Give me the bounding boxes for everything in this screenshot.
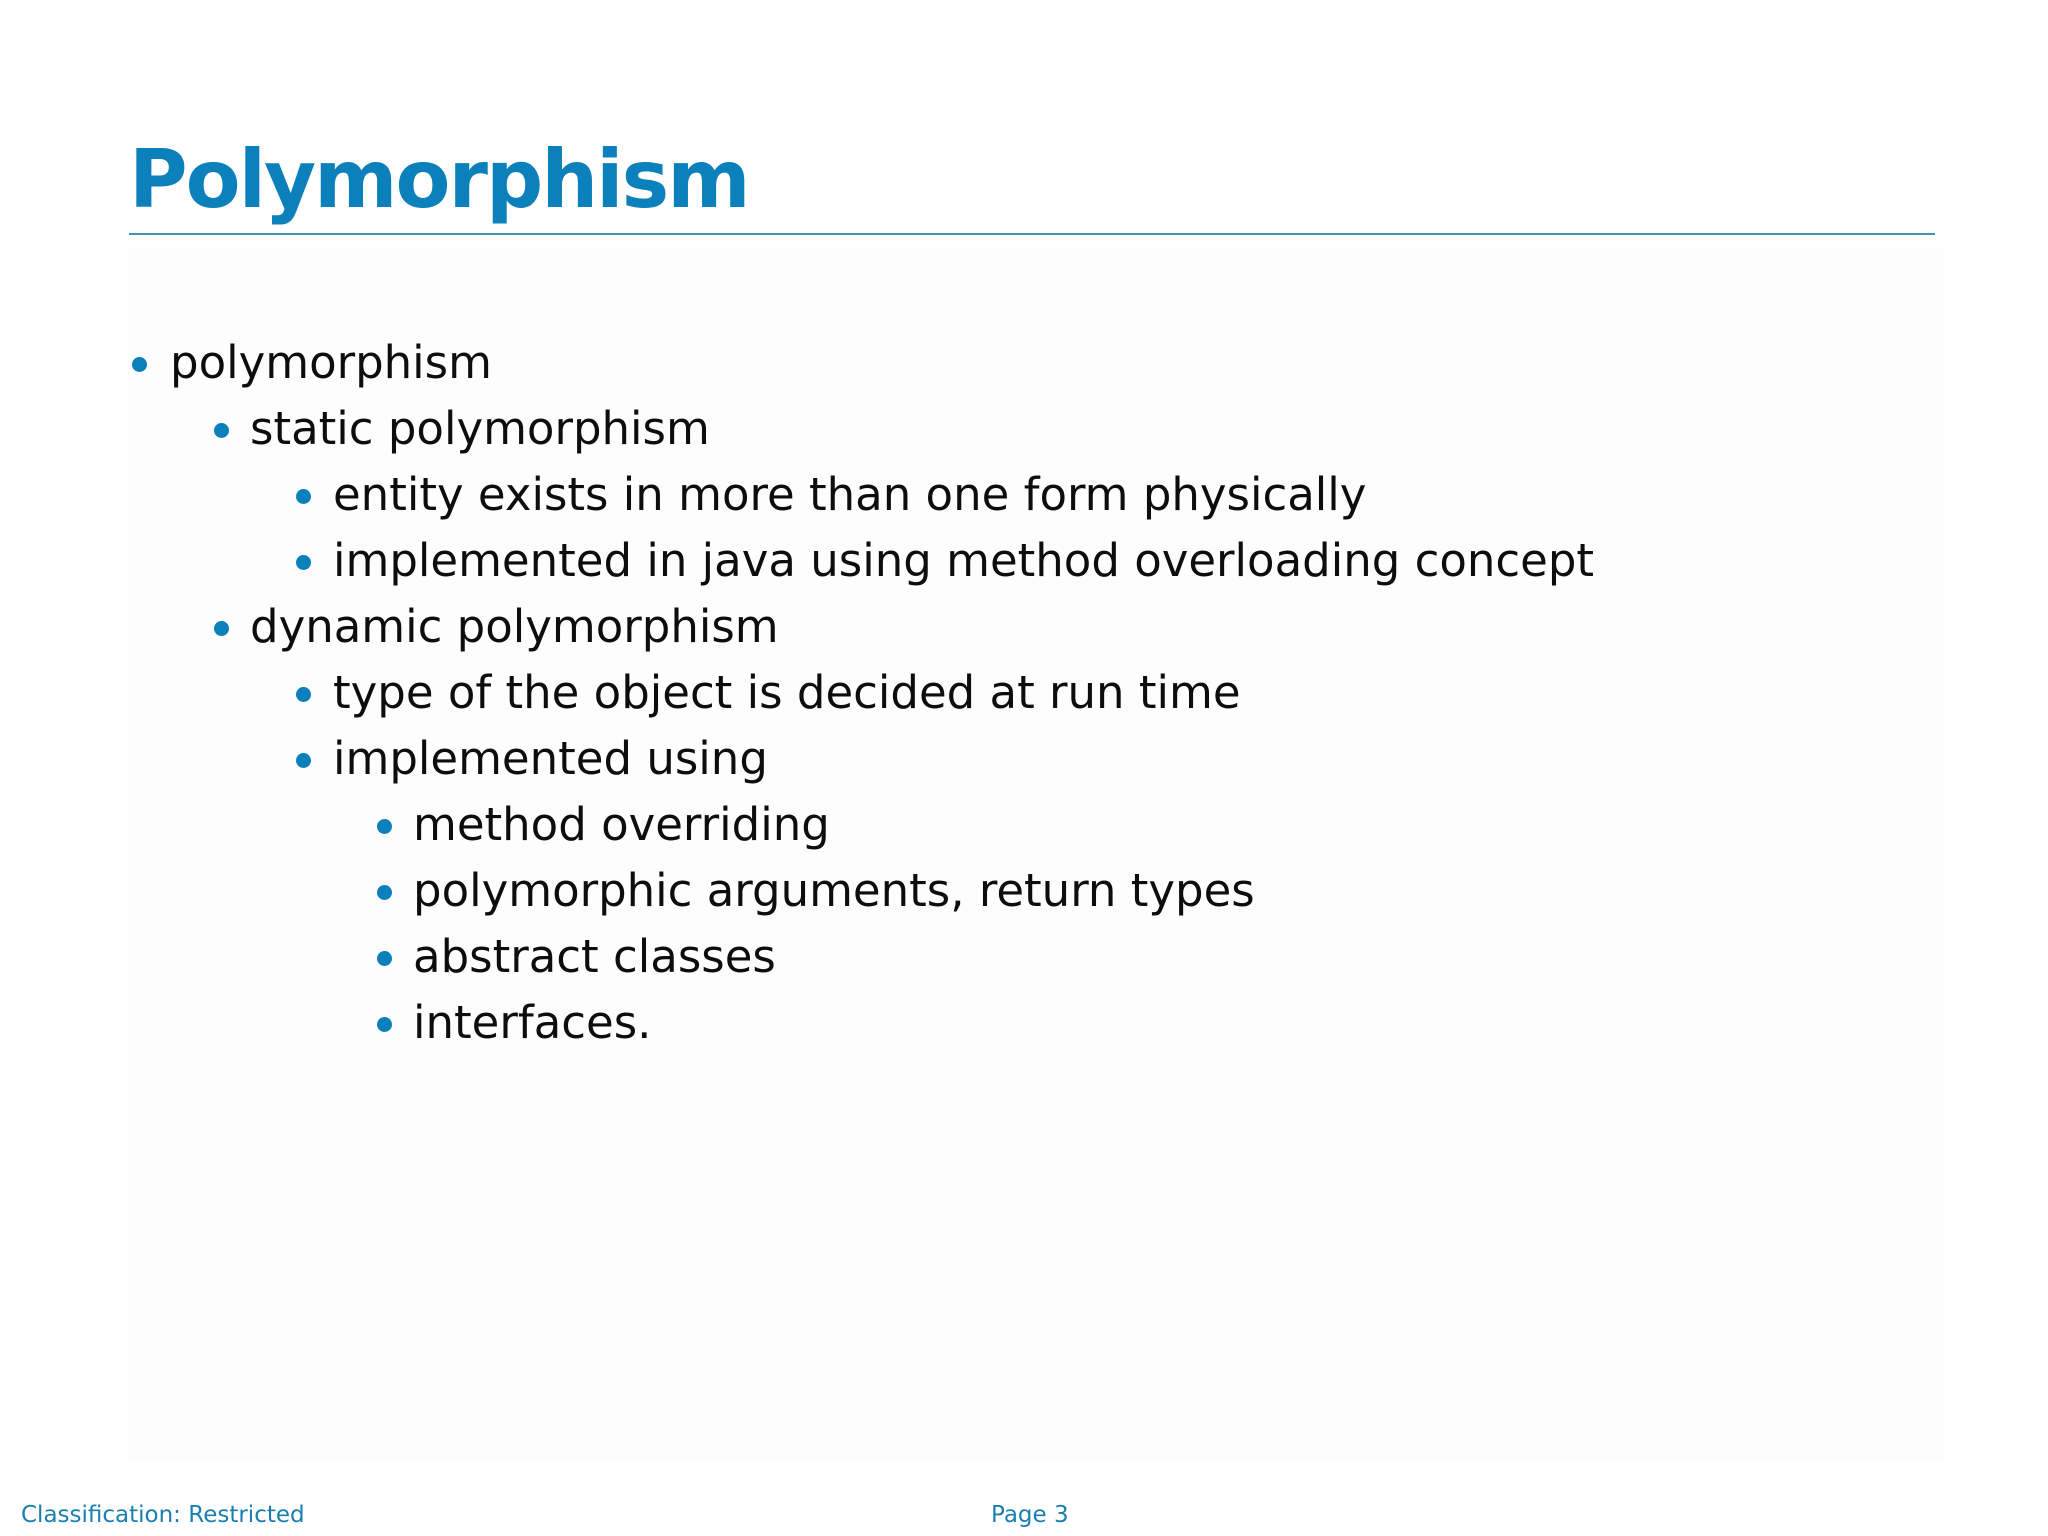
bullet-text: entity exists in more than one form physically	[333, 468, 1367, 521]
bullet-dot-icon	[377, 1017, 392, 1032]
bullet-text: polymorphism	[170, 336, 492, 389]
bullet-text: type of the object is decided at run time	[333, 666, 1241, 719]
bullet-dot-icon	[214, 423, 229, 438]
bullet-text: interfaces.	[413, 996, 652, 1049]
slide-title: Polymorphism	[129, 133, 749, 226]
bullet-text: implemented using	[333, 732, 768, 785]
title-underline	[129, 233, 1935, 235]
bullet-text: dynamic polymorphism	[250, 600, 779, 653]
bullet-text: polymorphic arguments, return types	[413, 864, 1255, 917]
bullet-text: static polymorphism	[250, 402, 710, 455]
bullet-dot-icon	[296, 687, 311, 702]
bullet-dot-icon	[214, 621, 229, 636]
bullet-text: abstract classes	[413, 930, 776, 983]
bullet-dot-icon	[377, 951, 392, 966]
bullet-dot-icon	[296, 555, 311, 570]
bullet-dot-icon	[296, 489, 311, 504]
bullet-dot-icon	[377, 885, 392, 900]
bullet-dot-icon	[377, 819, 392, 834]
footer-page-number: Page 3	[991, 1502, 1069, 1528]
bullet-text: method overriding	[413, 798, 830, 851]
bullet-dot-icon	[296, 753, 311, 768]
bullet-text: implemented in java using method overloading concept	[333, 534, 1595, 587]
footer-classification: Classification: Restricted	[21, 1502, 305, 1528]
bullet-dot-icon	[132, 357, 147, 372]
